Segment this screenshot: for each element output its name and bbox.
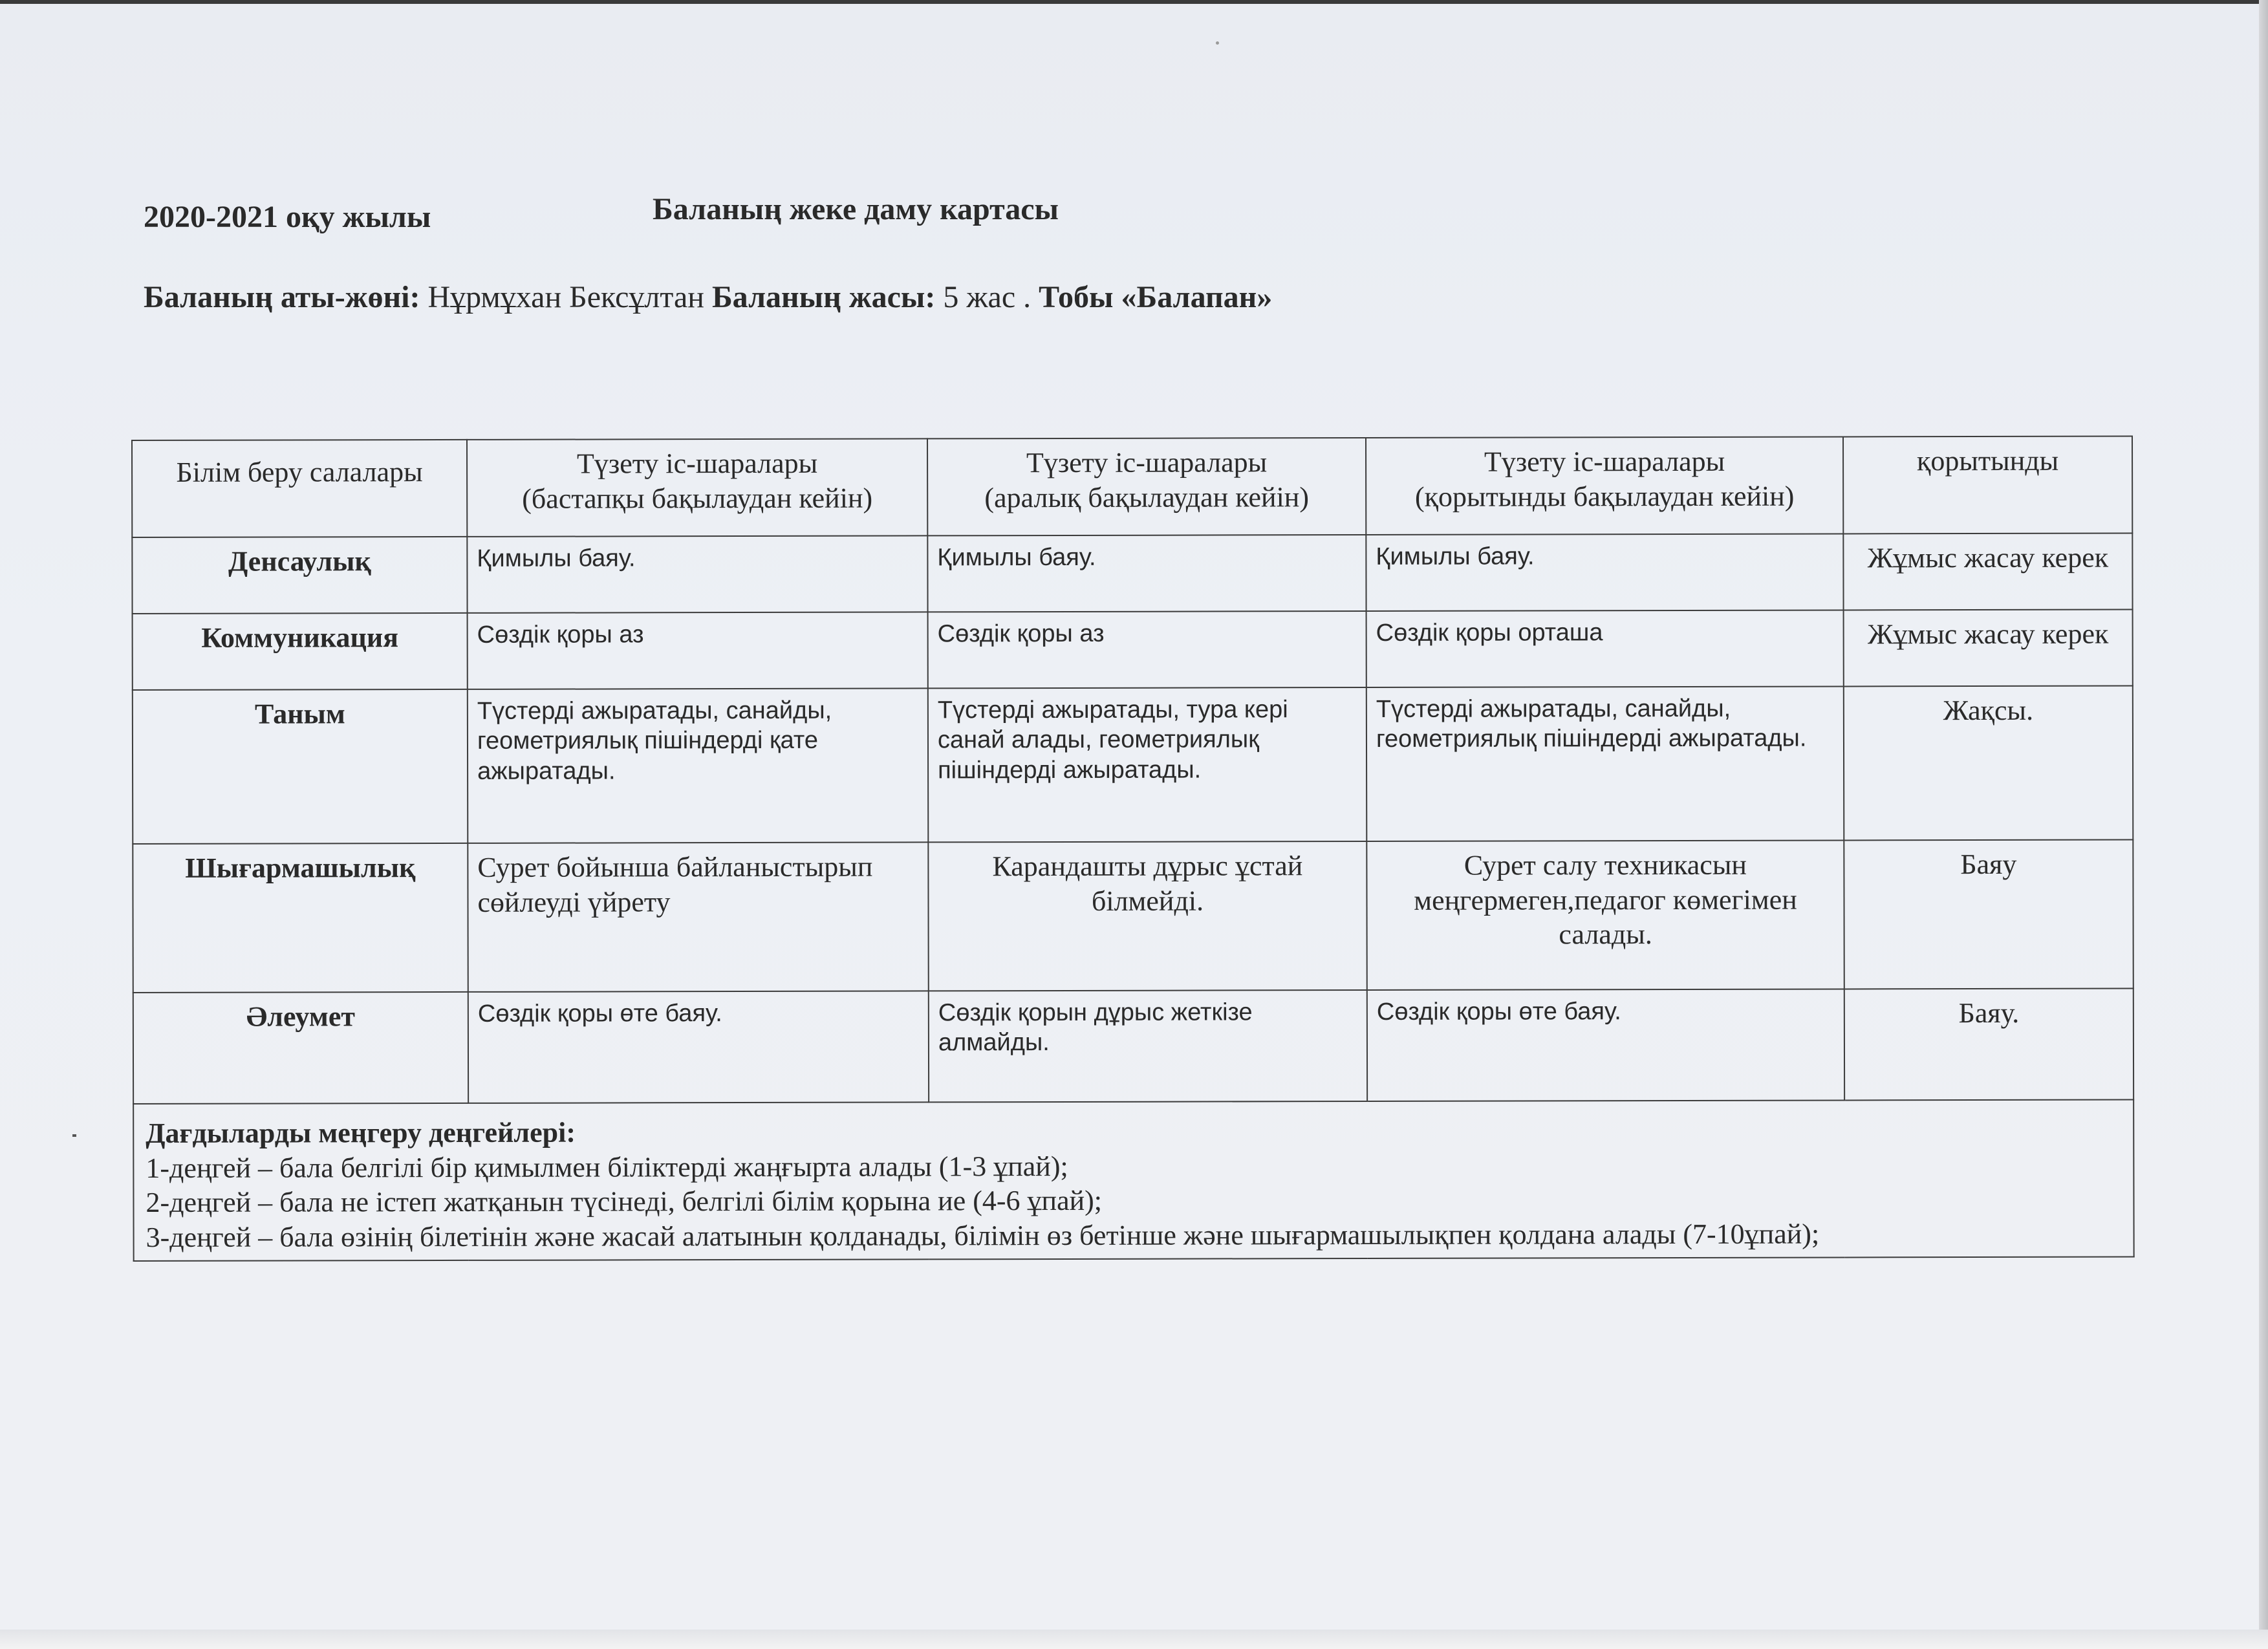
cell-result: Баяу: [1844, 840, 2133, 989]
cell-initial: Қимылы баяу.: [467, 535, 927, 612]
column-header-interim: Түзету іс-шаралары (аралық бақылаудан кейін): [927, 438, 1366, 535]
cell-final: Сөздік қоры өте баяу.: [1367, 989, 1844, 1101]
column-header-initial: Түзету іс-шаралары (бастапқы бақылаудан кейін): [467, 438, 927, 536]
development-table: [131, 436, 2135, 1262]
child-age-label: Баланың жасы:: [711, 280, 936, 314]
levels-title: Дағдыларды меңгеру деңгейлері:: [146, 1116, 576, 1149]
scan-speck: [72, 1134, 76, 1137]
cell-final: Түстерді ажыратады, санайды, геометриялық пішіндерді ажыратады.: [1366, 686, 1844, 841]
row-area-creativity: Шығармашылық: [133, 843, 468, 993]
scan-right-edge: [2259, 0, 2268, 1649]
cell-final: Сурет салу техникасын меңгермеген,педагог көмегімен салады.: [1366, 840, 1844, 990]
cell-interim: Түстерді ажыратады, тура кері санай алады, геометриялық пішіндерді ажыратады.: [928, 687, 1366, 842]
row-area-cognition: Таным: [133, 689, 468, 844]
level-item: 3-деңгей – бала өзінің білетінін және жасай алатынын қолданады, білімін өз бетінше және шығармашылықпен қолдана алады (7-10ұпай);: [146, 1218, 1820, 1253]
table-row: [133, 610, 2133, 690]
cell-interim: Қимылы баяу.: [927, 535, 1366, 612]
row-area-social: Әлеумет: [133, 992, 468, 1104]
table-row: [133, 840, 2133, 993]
child-info-line: [144, 279, 1272, 315]
header-line: [144, 192, 1059, 235]
column-header-final: Түзету іс-шаралары (қорытынды бақылаудан кейін): [1366, 436, 1843, 535]
row-area-health: Денсаулық: [132, 537, 467, 614]
level-item: 1-деңгей – бала белгілі бір қимылмен біліктерді жаңғырта алады (1-3 ұпай);: [146, 1150, 1068, 1184]
scan-speck: [1216, 41, 1219, 45]
column-header-area: Білім беру салалары: [132, 440, 467, 537]
scan-bottom-edge: [0, 1630, 2268, 1649]
table-row: [133, 989, 2133, 1104]
cell-interim: Сөздік қоры аз: [928, 611, 1366, 688]
cell-result: Жұмыс жасау керек: [1844, 610, 2133, 687]
document-title: Баланың жеке даму картасы: [653, 192, 1059, 226]
table-row: [132, 534, 2132, 614]
cell-final: Сөздік қоры орташа: [1366, 610, 1844, 687]
table-header-row: [132, 436, 2132, 537]
cell-initial: Түстерді ажыратады, санайды, геометриялық пішіндерді қате ажыратады.: [468, 688, 928, 843]
cell-initial: Сөздік қоры аз: [468, 612, 928, 689]
child-age: 5 жас .: [943, 280, 1031, 314]
academic-year: 2020-2021 оқу жылы: [144, 200, 431, 234]
column-header-result: қорытынды: [1843, 436, 2132, 534]
cell-result: Жұмыс жасау керек: [1843, 534, 2132, 610]
child-name: Нұрмұхан Бексұлтан: [427, 280, 704, 314]
cell-result: Жақсы.: [1844, 686, 2133, 841]
child-group: Тобы «Балапан»: [1039, 280, 1273, 314]
level-item: 2-деңгей – бала не істеп жатқанын түсінеді, белгілі білім қорына ие (4-6 ұпай);: [146, 1185, 1103, 1219]
cell-initial: Сурет бойынша байланыстырып сөйлеуді үйрету: [468, 842, 928, 991]
skill-levels-legend: [133, 1100, 2134, 1261]
cell-final: Қимылы баяу.: [1366, 534, 1843, 611]
cell-result: Баяу.: [1844, 989, 2133, 1101]
scan-top-edge: [0, 0, 2268, 4]
levels-row: [133, 1100, 2134, 1261]
cell-interim: Карандашты дұрыс ұстай білмейді.: [928, 841, 1366, 991]
table-row: [133, 686, 2133, 844]
child-name-label: Баланың аты-жөні:: [144, 280, 420, 314]
cell-initial: Сөздік қоры өте баяу.: [468, 991, 929, 1103]
row-area-communication: Коммуникация: [133, 613, 468, 690]
cell-interim: Сөздік қорын дұрыс жеткізе алмайды.: [929, 990, 1367, 1102]
